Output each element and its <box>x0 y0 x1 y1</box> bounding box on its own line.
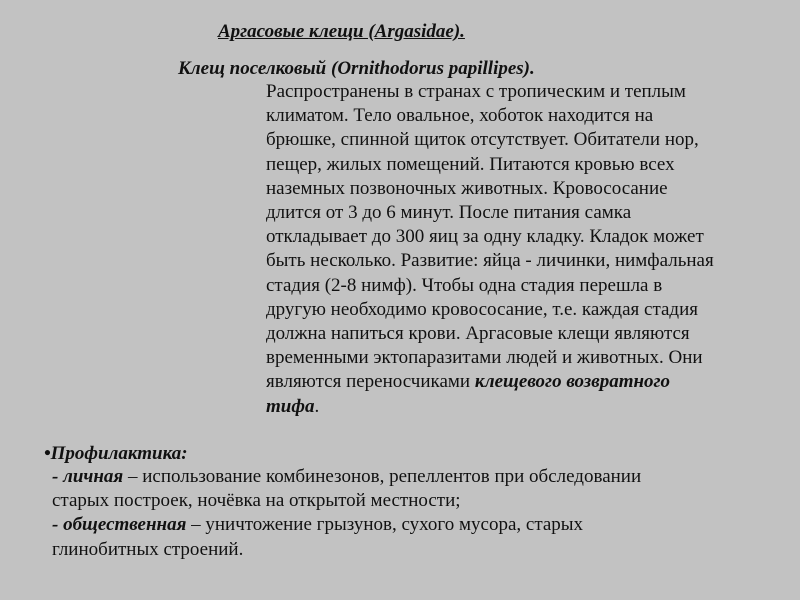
slide-subtitle: Клещ поселковый (Ornithodorus papillipes). <box>178 58 535 79</box>
description-plain-text: . <box>314 395 320 417</box>
description-paragraph <box>266 80 796 419</box>
disease-name-emphasis: тифа <box>266 395 315 417</box>
prevention-term: - личная <box>52 466 124 487</box>
description-line: откладывает до 300 яиц за одну кладку. Кладок может <box>266 226 704 248</box>
description-line: стадия (2-8 нимф). Чтобы одна стадия перешла в <box>266 274 663 296</box>
prevention-text: – уничтожение грызунов, сухого мусора, старых <box>186 514 584 536</box>
description-line: брюшке, спинной щиток отсутствует. Обитатели нор, <box>266 129 699 151</box>
slide-title: Аргасовые клещи (Argasidae). <box>218 21 465 42</box>
prevention-item-personal <box>52 465 792 489</box>
description-line: должна напиться крови. Аргасовые клещи являются <box>266 323 690 345</box>
prevention-list <box>52 465 792 562</box>
description-line: временными эктопаразитами людей и животных. Они <box>266 347 703 369</box>
disease-name-emphasis: клещевого возвратного <box>474 371 671 393</box>
prevention-item-public <box>52 513 792 537</box>
prevention-text: – использование комбинезонов, репеллентов при обследовании <box>123 466 642 487</box>
description-line: наземных позвоночных животных. Кровососание <box>266 177 668 199</box>
description-line: Распространены в странах с тропическим и теплым <box>266 81 686 102</box>
description-line: климатом. Тело овальное, хоботок находится на <box>266 105 654 127</box>
prevention-item-public-continued: глинобитных строений. <box>52 538 244 560</box>
prevention-term: - общественная <box>52 514 187 536</box>
description-line <box>266 395 796 419</box>
description-line: быть несколько. Развитие: яйца - личинки, нимфальная <box>266 250 714 272</box>
description-line: другую необходимо кровососание, т.е. каждая стадия <box>266 298 698 320</box>
description-line: пещер, жилых помещений. Питаются кровью всех <box>266 153 675 175</box>
prevention-heading: •Профилактика: <box>44 443 188 464</box>
description-line: длится от 3 до 6 минут. После питания самка <box>266 202 632 224</box>
description-plain-text: являются переносчиками <box>266 371 475 393</box>
prevention-item-personal-continued: старых построек, ночёвка на открытой местности; <box>52 490 461 512</box>
description-line <box>266 370 796 394</box>
